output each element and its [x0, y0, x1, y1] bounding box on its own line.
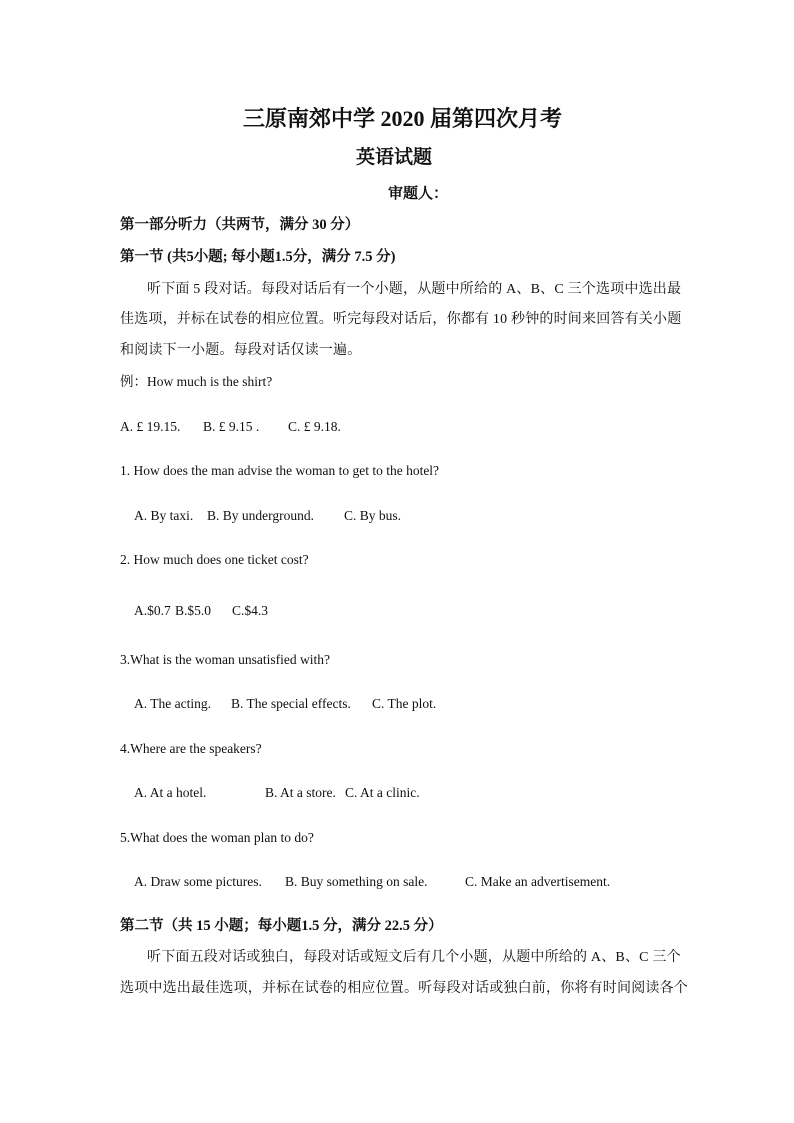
question-2-option-c: C.$4.3: [232, 603, 269, 618]
example-option-b: B. £ 9.15 .: [203, 419, 260, 434]
question-4: 4.Where are the speakers?: [120, 741, 262, 756]
question-3-option-a: A. The acting.: [134, 696, 211, 711]
question-1-option-c: C. By bus.: [344, 508, 402, 523]
section2-instruction-line: 选项中选出最佳选项，并标在试卷的相应位置。听每段对话或独白前，你将有时间阅读各个: [120, 981, 688, 996]
example-question: 例：How much is the shirt?: [120, 374, 273, 389]
question-5: 5.What does the woman plan to do?: [120, 830, 314, 845]
question-2: 2. How much does one ticket cost?: [120, 552, 309, 567]
question-1: 1. How does the man advise the woman to get to the hotel?: [120, 463, 440, 478]
question-5-option-a: A. Draw some pictures.: [134, 874, 262, 889]
question-2-option-b: B.$5.0: [175, 603, 212, 618]
section1-instruction-line: 佳选项，并标在试卷的相应位置。听完每段对话后，你都有 10 秒钟的时间来回答有关小题: [120, 312, 682, 327]
question-3-option-c: C. The plot.: [372, 696, 437, 711]
question-4-option-c: C. At a clinic.: [345, 785, 420, 800]
example-option-c: C. £ 9.18.: [288, 419, 341, 434]
reviewer-label: 审题人：: [388, 186, 449, 202]
question-5-option-c: C. Make an advertisement.: [465, 874, 611, 889]
question-1-option-a: A. By taxi.: [134, 508, 194, 523]
page-subtitle: 英语试题: [356, 147, 433, 168]
question-3-option-b: B. The special effects.: [231, 696, 351, 711]
question-4-option-a: A. At a hotel.: [134, 785, 207, 800]
section1-instruction-line: 和阅读下一小题。每段对话仅读一遍。: [120, 343, 362, 358]
section2-instruction-line: 听下面五段对话或独白，每段对话或短文后有几个小题，从题中所给的 A、B、C 三个: [147, 950, 681, 965]
section1-heading: 第一节 (共5小题; 每小题1.5分，满分 7.5 分): [120, 249, 396, 265]
question-4-option-b: B. At a store.: [265, 785, 336, 800]
question-5-option-b: B. Buy something on sale.: [285, 874, 428, 889]
question-1-option-b: B. By underground.: [207, 508, 314, 523]
part1-heading: 第一部分听力（共两节，满分 30 分）: [120, 217, 360, 233]
question-2-option-a: A.$0.7: [134, 603, 171, 618]
section1-instruction-line: 听下面 5 段对话。每段对话后有一个小题，从题中所给的 A、B、C 三个选项中选出最: [147, 282, 682, 297]
question-3: 3.What is the woman unsatisfied with?: [120, 652, 330, 667]
example-option-a: A. £ 19.15.: [120, 419, 181, 434]
section2-heading: 第二节（共 15 小题；每小题1.5 分，满分 22.5 分）: [120, 918, 443, 934]
page-title: 三原南郊中学 2020 届第四次月考: [243, 106, 563, 131]
